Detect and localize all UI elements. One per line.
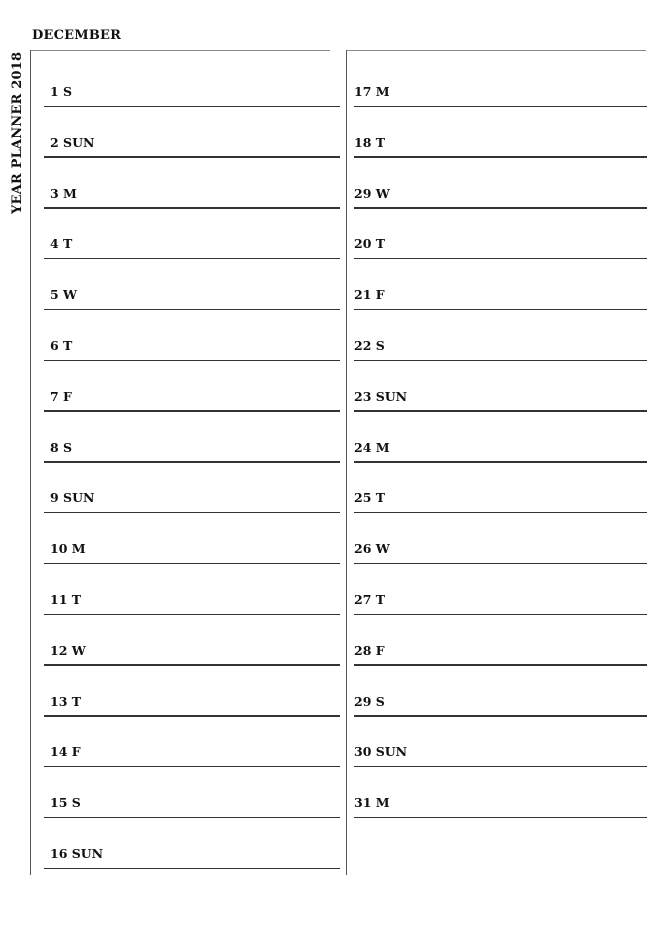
day-entry-row[interactable]	[44, 615, 340, 666]
day-entry-row[interactable]	[354, 107, 647, 158]
planner-title-text: YEAR PLANNER 2018	[10, 51, 25, 214]
day-label: 29 S	[354, 693, 385, 709]
day-label: 21 F	[354, 287, 385, 303]
day-entry-row[interactable]	[354, 462, 647, 513]
column-top-border	[30, 50, 330, 51]
day-label: 12 W	[50, 642, 86, 658]
day-entry-row[interactable]	[44, 818, 340, 869]
day-label: 11 T	[50, 592, 82, 607]
day-label: 27 T	[354, 592, 386, 607]
day-label: 8 S	[50, 439, 73, 455]
day-entry-row[interactable]	[354, 259, 647, 310]
day-label: 25 T	[354, 490, 386, 506]
month-heading: DECEMBER	[32, 28, 122, 43]
day-entry-row[interactable]	[354, 310, 647, 361]
day-label: 9 SUN	[50, 490, 95, 506]
writing-line	[44, 868, 340, 870]
day-entry-row[interactable]	[44, 513, 340, 564]
day-entry-row[interactable]	[44, 158, 340, 209]
left-day-column	[30, 50, 340, 875]
day-entry-row[interactable]	[44, 412, 340, 463]
day-label: 4 T	[50, 236, 73, 252]
day-entry-row[interactable]	[354, 158, 647, 209]
day-entry-row[interactable]	[354, 513, 647, 564]
column-top-border	[346, 50, 646, 51]
day-entry-row[interactable]	[44, 361, 340, 412]
day-label: 18 T	[354, 134, 386, 150]
day-entry-row[interactable]	[44, 208, 340, 259]
day-entry-row[interactable]	[44, 564, 340, 615]
planner-title	[8, 44, 28, 214]
day-entry-row[interactable]	[354, 56, 647, 107]
day-entry-row[interactable]	[354, 412, 647, 463]
day-label: 13 T	[50, 693, 82, 709]
day-entry-row[interactable]	[354, 615, 647, 666]
day-entry-row[interactable]	[354, 716, 647, 767]
day-entry-row[interactable]	[44, 310, 340, 361]
day-entry-row[interactable]	[354, 361, 647, 412]
day-entry-row[interactable]	[44, 716, 340, 767]
day-entry-row[interactable]	[44, 56, 340, 107]
day-label: 29 W	[354, 185, 390, 201]
day-entry-row[interactable]	[44, 259, 340, 310]
day-label: 5 W	[50, 287, 78, 303]
day-entry-row[interactable]	[44, 767, 340, 818]
day-label: 6 T	[50, 338, 73, 353]
day-label: 28 F	[354, 642, 385, 658]
day-entry-row[interactable]	[354, 666, 647, 717]
column-left-border	[30, 50, 31, 875]
day-label: 31 M	[354, 795, 390, 811]
day-label: 20 T	[354, 236, 386, 252]
day-label: 10 M	[50, 541, 86, 557]
day-label: 1 S	[50, 84, 73, 99]
day-label: 24 M	[354, 439, 390, 455]
day-label: 2 SUN	[50, 134, 95, 150]
day-entry-row[interactable]	[44, 107, 340, 158]
day-label: 17 M	[354, 84, 390, 99]
day-entry-row[interactable]	[354, 208, 647, 259]
day-label: 7 F	[50, 388, 72, 404]
right-day-column	[346, 50, 646, 875]
day-label: 16 SUN	[50, 846, 104, 861]
day-entry-row[interactable]	[354, 564, 647, 615]
day-entry-row[interactable]	[354, 767, 647, 818]
day-label: 22 S	[354, 338, 385, 353]
writing-line	[354, 817, 647, 819]
day-label: 23 SUN	[354, 388, 408, 404]
day-label: 15 S	[50, 795, 81, 811]
day-label: 30 SUN	[354, 744, 408, 760]
day-entry-row[interactable]	[44, 666, 340, 717]
column-left-border	[346, 50, 347, 875]
day-label: 26 W	[354, 541, 390, 557]
day-entry-row[interactable]	[44, 462, 340, 513]
day-label: 14 F	[50, 744, 81, 760]
day-label: 3 M	[50, 185, 77, 201]
